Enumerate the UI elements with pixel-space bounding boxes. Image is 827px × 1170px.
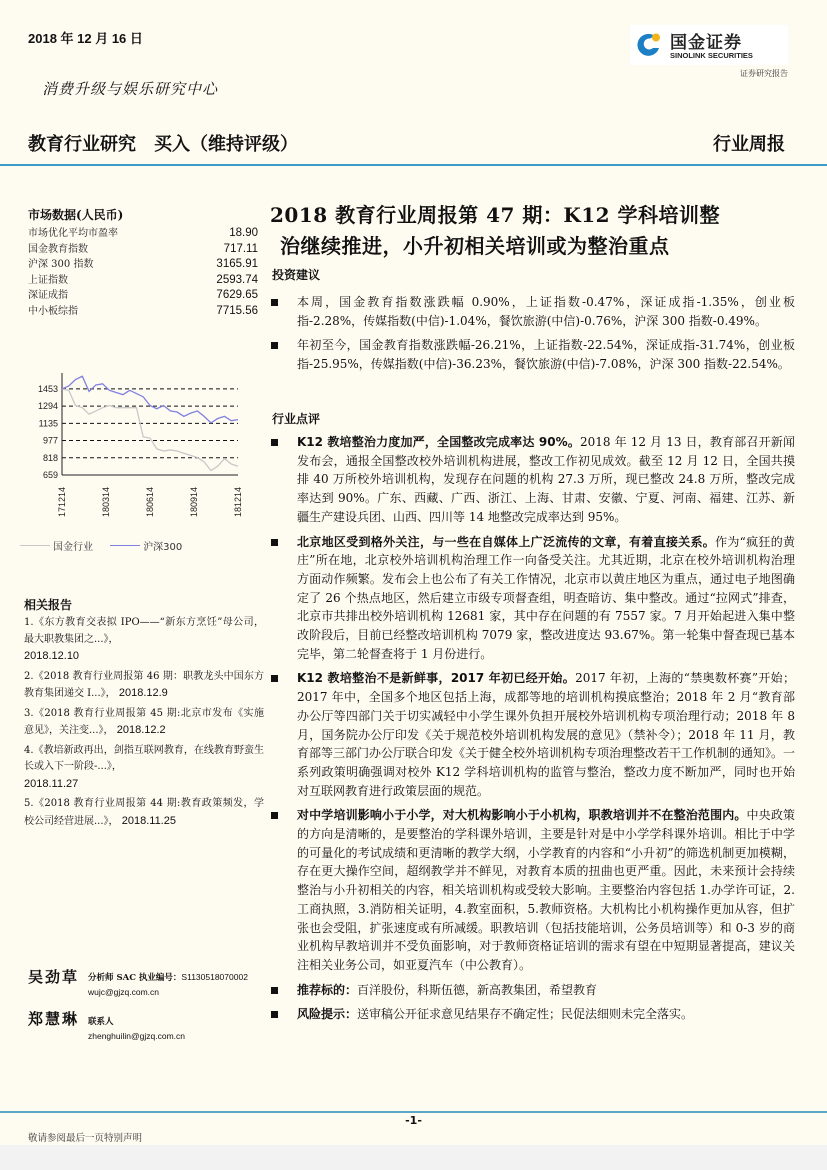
report-type: 行业周报 [713,134,785,155]
report-title-line1: 2018 教育行业周报第 47 期：K12 学科培训整 [270,203,721,227]
analyst-sac-id: S1130518070002 [181,972,248,982]
market-label: 市场优化平均市盈率 [28,228,118,239]
related-report-title: 1.《东方教育交表拟 IPO——“新东方烹饪”母公司，最大职教集团之...》， [24,617,264,645]
related-report-link[interactable] [24,796,264,830]
svg-text:1294: 1294 [37,401,58,412]
bullet-item: 年初至今，国金教育指数涨跌幅-26.21%，上证指数-22.54%，深证成指-31.74%，创业板指-25.95%，传媒指数(中信)-36.23%，餐饮旅游(中信)-7.08%，沪深 300 指数-22.54%。 [260,336,795,373]
analyst-role: 分析师 SAC 执业编号： [88,973,182,983]
report-date: 2018 年 12 月 16 日 [28,31,143,46]
disclaimer-note: 敬请参阅最后一页特别声明 [28,1133,143,1144]
related-reports-title: 相关报告 [24,598,73,612]
svg-text:171214: 171214 [57,486,67,517]
related-report-title: 3.《2018 教育行业周报第 45 期:北京市发布《实施意见》，关注变...》， [24,707,264,736]
bullet-text: 作为“疯狂的黄庄”所在地，北京校外培训机构治理工作一向备受关注。尤其近期，北京在校外培训机构治理方面动作频繁。发布会上也公布了有关工作情况，北京市以黄庄地区为重点，通过电子地图确定了 26 个热点地区，然后建立市级专项督查组，明查暗访、集中整改。通过“拉网式”排查，北京市共排出校外培训机构 12681 家，其中存在问题的有 7557 家。7 月开始起进入集中整改阶段后，目前已经整改培训机构 7079 家，整改进度达 93.67%。第一轮集中督查现已基本完毕，第二轮督查将于 1 月份进行。 [297,534,795,661]
sinolink-logo-icon [635,30,663,58]
market-value: 7715.56 [216,304,258,317]
market-row [28,242,258,258]
related-report-link[interactable] [24,743,264,794]
bullet-lead: 风险提示： [297,1007,358,1022]
legend-item-hs300 [110,538,182,553]
market-label: 深证成指 [28,290,68,301]
bullet-text: 送审稿公开征求意见结果存不确定性；民促法细则未完全落实。 [357,1007,694,1022]
section-heading-review: 行业点评 [272,412,321,426]
related-report-date: 2018.12.2 [116,724,166,736]
analyst-email[interactable]: zhenghuilin@gjzq.com.cn [88,1031,185,1041]
related-report-link[interactable] [24,669,264,703]
market-data-title: 市场数据(人民币) [28,208,124,222]
bullet-text: 中央政策的方向是清晰的，是要整治的学科课外培训，主要是针对是中小学学科课外培训。相比于中学的可量化的考试成绩和更清晰的教学大纲，小学教育的内容和“小升初”的筛选机制更加模糊，存在更大操作空间，超纲教学并不鲜见，对教育本质的扭曲也更严重。因此，未来预计会持续整治与小升初相关的内容，相关培训机构或受较大影响。主要整治内容包括 1.办学许可证，2.工商执照，3.消防相关证明，4.教室面积，5.教师资格。大机构比小机构操作更加从容，但扩张也会受阻，扩张速度或有所减缓。职教培训（包括技能培训，公务员培训等）和 0-3 岁的商业机构早教培训并不受负面影响，对于教师资格证培训的需求有望在中短期显著提高，建议关注相关业务公司，如亚夏汽车（中公教育）。 [297,808,795,972]
sinolink-logo [630,25,790,80]
related-report-date: 2018.11.27 [24,777,79,790]
svg-text:977: 977 [42,435,58,446]
review-bullets [260,433,795,1030]
industry-rating [28,130,316,156]
report-title [270,200,800,262]
market-value: 7629.65 [216,289,258,301]
market-value: 18.90 [229,227,258,239]
related-report-date: 2018.12.10 [24,650,80,662]
market-row [28,273,258,289]
analyst-card [28,1008,268,1048]
bullet-item: 本周，国金教育指数涨跌幅 0.90%，上证指数-0.47%，深证成指-1.35%，创业板指-2.28%，传媒指数(中信)-1.04%，餐饮旅游(中信)-0.76%，沪深 300 指数-0.49%。 [260,293,795,330]
market-row [28,288,258,304]
bullet-item [260,669,795,800]
market-value: 2593.74 [216,273,258,286]
invest-bullets [260,293,795,380]
analyst-name: 郑慧琳 [28,1010,80,1028]
logo-cn-text: 国金证券 [670,33,742,52]
analyst-name: 吴劲草 [28,968,80,986]
related-report-date: 2018.11.25 [121,814,176,827]
svg-text:180314: 180314 [101,486,111,517]
bullet-item [260,981,795,1000]
market-row [28,226,258,242]
logo-en-text: SINOLINK SECURITIES [670,51,753,60]
analyst-email[interactable]: wujc@gjzq.com.cn [88,987,159,997]
market-label: 国金教育指数 [28,243,88,255]
legend-label: 国金行业 [53,542,93,553]
header-divider [0,164,827,166]
market-data-panel [28,206,258,319]
legend-line-icon [20,545,50,546]
related-report-title: 4.《教培新政再出，剑指互联网教育，在线教育野蛮生长或入下一阶段-...》， [24,744,264,772]
related-report-link[interactable] [24,615,264,666]
report-title-line2: 治继续推进，小升初相关培训或为整治重点 [280,234,670,258]
page-number: -1- [405,1114,422,1127]
market-label: 中小板综指 [28,305,78,317]
related-reports [24,596,264,833]
bullet-lead: 北京地区受到格外关注，与一些在自媒体上广泛流传的文章，有着直接关系。 [297,534,716,549]
analyst-info [88,970,248,999]
chart-x-axis-labels [57,487,243,517]
bullet-item [260,806,795,974]
section-heading-invest: 投资建议 [272,268,321,282]
bullet-lead: 推荐标的： [297,982,358,997]
logo-subtitle: 证券研究报告 [740,69,788,78]
bullet-item [260,533,795,664]
analyst-info [88,1014,185,1043]
bullet-lead: K12 教培整治不是新鲜事，2017 年初已经开始。 [297,671,576,686]
bullet-text: 百洋股份，科斯伍德，新高教集团，希望教育 [357,982,598,997]
research-center-name: 消费升级与娱乐研究中心 [42,80,219,98]
svg-text:818: 818 [42,452,58,463]
footer-divider [0,1111,827,1113]
legend-label: 沪深300 [143,542,183,553]
logo-box [630,25,788,65]
bullet-text: 2018 年 12 月 13 日，教育部召开新闻发布会，通报全国整改校外培训机构进展，整改工作初见成效。截至 12 月 12 日，全国共摸排 40 万所校外培训机构，发现存在问题的机构 27.3 万所，现已整改 24.8 万所，整改完成率达到 90%。广东、西藏、广西、浙江、上海、甘肃、安徽、宁夏、河南、福建、江苏、新疆生产建设兵团、山西、四川等 14 地整改完成率达到 95%。 [297,435,796,524]
market-label: 上证指数 [28,274,68,286]
bullet-item [260,1005,795,1024]
chart-gridlines [62,389,238,458]
chart-y-axis-labels [38,384,58,480]
rating-label: 买入（维持评级） [154,134,298,154]
market-label: 沪深 300 指数 [28,259,94,270]
market-value: 717.11 [223,242,258,255]
market-row [28,304,258,320]
legend-item-guojin [20,538,93,553]
market-row [28,257,258,273]
industry-label: 教育行业研究 [28,134,136,154]
bullet-lead: K12 教培整治力度加严，全国整改完成率达 90%。 [297,435,581,449]
svg-text:659: 659 [42,470,58,480]
svg-text:1135: 1135 [38,418,58,429]
analyst-card [28,966,268,1006]
related-report-title: 2.《2018 教育行业周报第 46 期：职教龙头中国东方教育集团递交 I...》， [24,670,264,699]
svg-text:1453: 1453 [37,383,58,394]
market-value: 3165.91 [216,258,258,270]
related-report-date: 2018.12.9 [118,687,168,699]
bullet-item [260,433,795,527]
svg-text:180614: 180614 [145,486,155,517]
legend-line-icon [110,545,140,546]
related-report-title: 5.《2018 教育行业周报第 44 期:教育政策频发，学校公司经营进展...》， [24,798,264,827]
analyst-role: 联系人 [88,1017,114,1027]
related-report-link[interactable] [24,706,264,740]
chart-legend [20,538,260,553]
svg-text:180914: 180914 [189,486,199,517]
bullet-text: 2017 年初，上海的“禁奥数杯赛”开始；2017 年中，全国多个地区包括上海，成都等地的培训机构摸底整治；2018 年 2 月“教育部办公厅等四部门关于切实减轻中小学生课外负担开展校外培训机构专项治理行动；2018 年 8 月，国务院办公厅印发《关于规范校外培训机构发展的意见》（禁补令）；2018 年 11 月，教育部等三部门办公厅联合印发《关于健全校外培训机构专项治理整改若干工作机制的通知》。一系列政策明确强调对校外 K12 学科培训机构的监管与整治，整改力度不断加严，同时也开始对互联网教育进行政策层面的规范。 [297,671,796,798]
svg-text:181214: 181214 [233,486,243,517]
bullet-lead: 对中学培训影响小于小学，对大机构影响小于小机构，职教培训并不在整治范围内。 [297,808,747,823]
